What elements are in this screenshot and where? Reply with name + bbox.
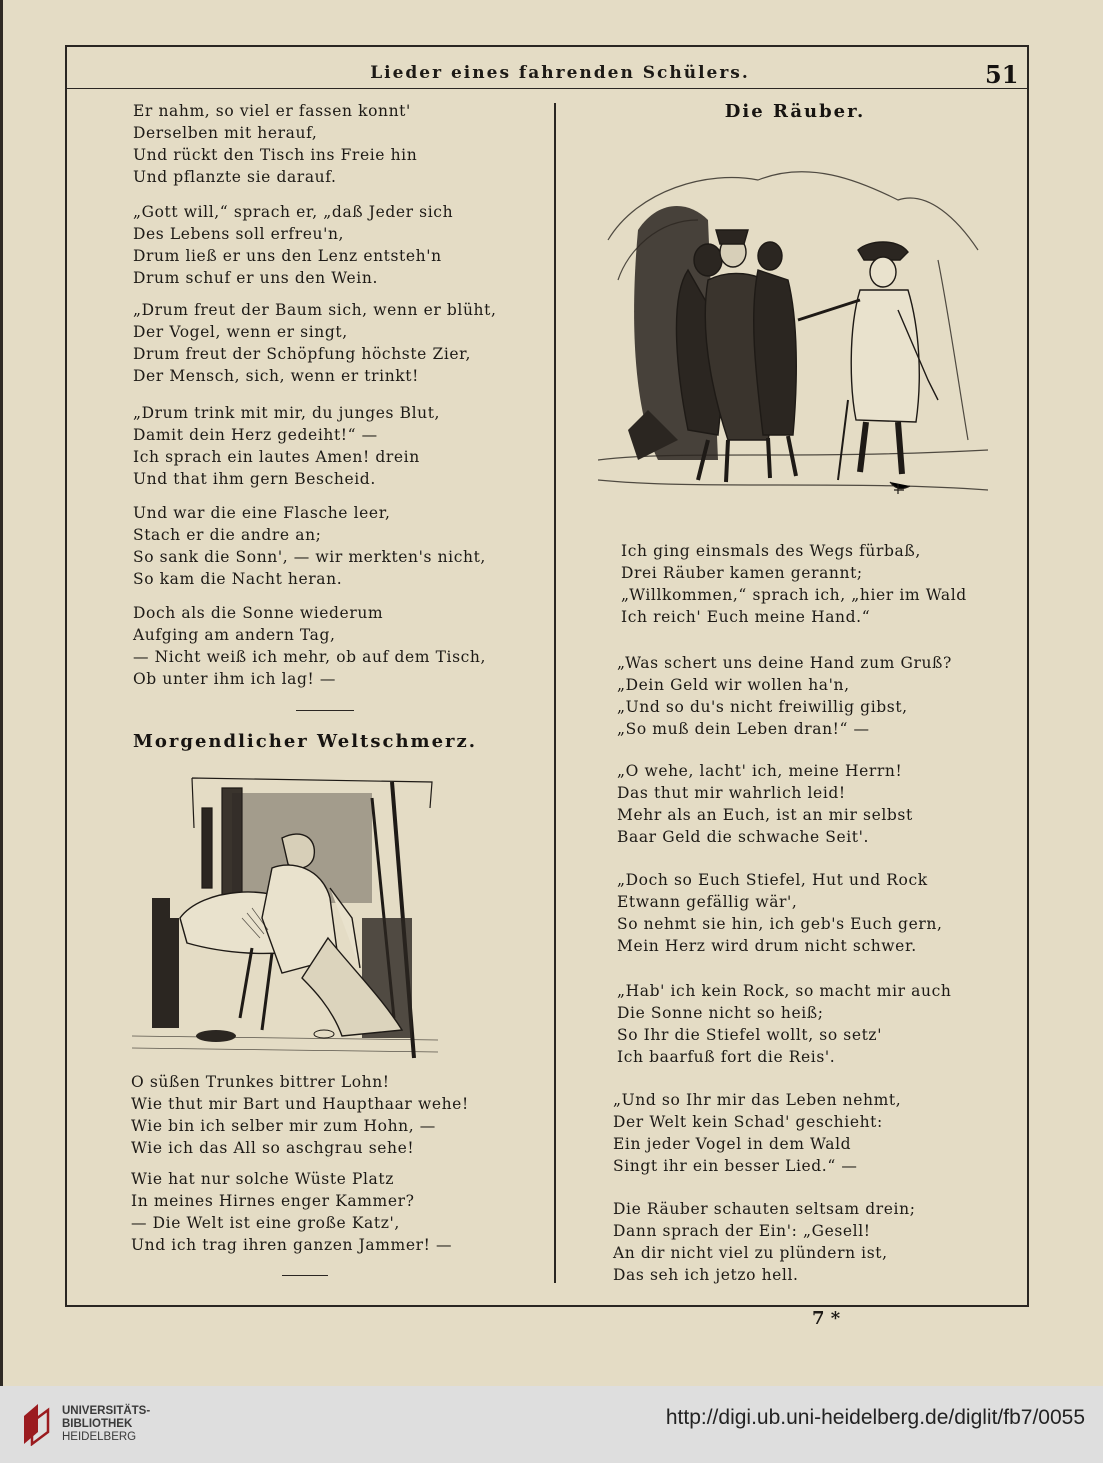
verse-line: Derselben mit herauf, bbox=[133, 124, 318, 142]
verse-line: „Und so Ihr mir das Leben nehmt, bbox=[613, 1091, 902, 1109]
header-rule bbox=[65, 88, 1027, 89]
verse-line: „Dein Geld wir wollen ha'n, bbox=[617, 676, 850, 694]
page-number: 51 bbox=[985, 60, 1019, 89]
library-footer bbox=[0, 1386, 1103, 1463]
verse-line: Ich ging einsmals des Wegs fürbaß, bbox=[621, 542, 921, 560]
verse-line: „Hab' ich kein Rock, so macht mir auch bbox=[617, 982, 952, 1000]
running-title: Lieder eines fahrenden Schülers. bbox=[370, 63, 750, 83]
verse-line: Das thut mir wahrlich leid! bbox=[617, 784, 846, 802]
left-stanza-2 bbox=[133, 201, 453, 289]
verse-line: „Doch so Euch Stiefel, Hut und Rock bbox=[617, 871, 928, 889]
illustration-robbers bbox=[598, 160, 988, 510]
library-name-line: UNIVERSITÄTS- bbox=[62, 1405, 151, 1417]
verse-line: „O wehe, lacht' ich, meine Herrn! bbox=[617, 762, 903, 780]
verse-line: Und pflanzte sie darauf. bbox=[133, 168, 337, 186]
verse-line: Das seh ich jetzo hell. bbox=[613, 1266, 799, 1284]
verse-line: Und war die eine Flasche leer, bbox=[133, 504, 391, 522]
page-spine-edge bbox=[0, 0, 3, 1386]
verse-line: So nehmt sie hin, ich geb's Euch gern, bbox=[617, 915, 943, 933]
verse-line: „Was schert uns deine Hand zum Gruß? bbox=[617, 654, 952, 672]
verse-line: Ein jeder Vogel in dem Wald bbox=[613, 1135, 852, 1153]
verse-line: Singt ihr ein besser Lied.“ — bbox=[613, 1157, 858, 1175]
verse-line: So Ihr die Stiefel wollt, so setz' bbox=[617, 1026, 883, 1044]
raeuber-stanza-3 bbox=[617, 760, 913, 848]
verse-line: Aufging am andern Tag, bbox=[133, 626, 336, 644]
verse-line: Etwann gefällig wär', bbox=[617, 893, 798, 911]
verse-line: Der Mensch, sich, wenn er trinkt! bbox=[133, 367, 419, 385]
verse-line: „So muß dein Leben dran!“ — bbox=[617, 720, 870, 738]
verse-line: — Die Welt ist eine große Katz', bbox=[131, 1214, 400, 1232]
left-stanza-3 bbox=[133, 299, 496, 387]
illustration-morning-bed bbox=[132, 768, 438, 1060]
verse-line: Des Lebens soll erfreu'n, bbox=[133, 225, 345, 243]
left-stanza-6 bbox=[133, 602, 486, 690]
verse-line: Und that ihm gern Bescheid. bbox=[133, 470, 376, 488]
verse-line: Und rückt den Tisch ins Freie hin bbox=[133, 146, 418, 164]
weltschmerz-stanza-1 bbox=[131, 1071, 469, 1159]
end-rule bbox=[282, 1275, 328, 1276]
verse-line: Wie thut mir Bart und Haupthaar wehe! bbox=[131, 1095, 469, 1113]
verse-line: „Gott will,“ sprach er, „daß Jeder sich bbox=[133, 203, 454, 221]
verse-line: Drum freut der Schöpfung höchste Zier, bbox=[133, 345, 472, 363]
raeuber-stanza-5 bbox=[617, 980, 951, 1068]
verse-line: — Nicht weiß ich mehr, ob auf dem Tisch, bbox=[133, 648, 487, 666]
poem-title-weltschmerz: Morgendlicher Weltschmerz. bbox=[132, 731, 478, 752]
verse-line: Mehr als an Euch, ist an mir selbst bbox=[617, 806, 913, 824]
source-url-link[interactable]: http://digi.ub.uni-heidelberg.de/diglit/fb7/0055 bbox=[665, 1406, 1085, 1429]
verse-line: „Drum freut der Baum sich, wenn er blüht, bbox=[133, 301, 497, 319]
verse-line: Drum schuf er uns den Wein. bbox=[133, 269, 378, 287]
weltschmerz-stanza-2 bbox=[131, 1168, 452, 1256]
left-stanza-4 bbox=[133, 402, 440, 490]
verse-line: Ich sprach ein lautes Amen! drein bbox=[133, 448, 420, 466]
verse-line: „Willkommen,“ sprach ich, „hier im Wald bbox=[621, 586, 967, 604]
library-logo-icon bbox=[22, 1402, 56, 1446]
verse-line: Der Welt kein Schad' geschieht: bbox=[613, 1113, 883, 1131]
verse-line: Dann sprach der Ein': „Gesell! bbox=[613, 1222, 871, 1240]
verse-line: Damit dein Herz gedeiht!“ — bbox=[133, 426, 378, 444]
verse-line: O süßen Trunkes bittrer Lohn! bbox=[131, 1073, 390, 1091]
raeuber-stanza-7 bbox=[613, 1198, 916, 1286]
verse-line: So kam die Nacht heran. bbox=[133, 570, 343, 588]
verse-line: Ich reich' Euch meine Hand.“ bbox=[621, 608, 871, 626]
poem-title-raeuber: Die Räuber. bbox=[724, 101, 866, 122]
library-name bbox=[62, 1405, 150, 1444]
verse-line: Baar Geld die schwache Seit'. bbox=[617, 828, 870, 846]
raeuber-stanza-2 bbox=[617, 652, 952, 740]
verse-line: Ob unter ihm ich lag! — bbox=[133, 670, 336, 688]
signature-mark: 7 * bbox=[812, 1308, 841, 1329]
verse-line: Der Vogel, wenn er singt, bbox=[133, 323, 348, 341]
verse-line: So sank die Sonn', — wir merkten's nicht, bbox=[133, 548, 486, 566]
verse-line: „Und so du's nicht freiwillig gibst, bbox=[617, 698, 908, 716]
verse-line: Stach er die andre an; bbox=[133, 526, 322, 544]
verse-line: An dir nicht viel zu plündern ist, bbox=[613, 1244, 888, 1262]
verse-line: Wie bin ich selber mir zum Hohn, — bbox=[131, 1117, 436, 1135]
verse-line: „Drum trink mit mir, du junges Blut, bbox=[133, 404, 441, 422]
verse-line: Die Räuber schauten seltsam drein; bbox=[613, 1200, 916, 1218]
verse-line: Drei Räuber kamen gerannt; bbox=[621, 564, 863, 582]
verse-line: Mein Herz wird drum nicht schwer. bbox=[617, 937, 917, 955]
section-rule bbox=[296, 710, 354, 711]
verse-line: Wie ich das All so aschgrau sehe! bbox=[131, 1139, 415, 1157]
verse-line: Doch als die Sonne wiederum bbox=[133, 604, 384, 622]
raeuber-stanza-1 bbox=[621, 540, 967, 628]
raeuber-stanza-6 bbox=[613, 1089, 901, 1177]
library-name-line: BIBLIOTHEK bbox=[62, 1418, 133, 1430]
column-divider bbox=[554, 103, 556, 1283]
verse-line: Drum ließ er uns den Lenz entsteh'n bbox=[133, 247, 442, 265]
verse-line: Die Sonne nicht so heiß; bbox=[617, 1004, 824, 1022]
verse-line: Er nahm, so viel er fassen konnt' bbox=[133, 102, 411, 120]
library-name-line: HEIDELBERG bbox=[62, 1431, 137, 1443]
left-stanza-5 bbox=[133, 502, 486, 590]
verse-line: Wie hat nur solche Wüste Platz bbox=[131, 1170, 394, 1188]
verse-line: Ich baarfuß fort die Reis'. bbox=[617, 1048, 836, 1066]
left-stanza-1 bbox=[133, 100, 417, 188]
raeuber-stanza-4 bbox=[617, 869, 942, 957]
verse-line: In meines Hirnes enger Kammer? bbox=[131, 1192, 415, 1210]
verse-line: Und ich trag ihren ganzen Jammer! — bbox=[131, 1236, 453, 1254]
